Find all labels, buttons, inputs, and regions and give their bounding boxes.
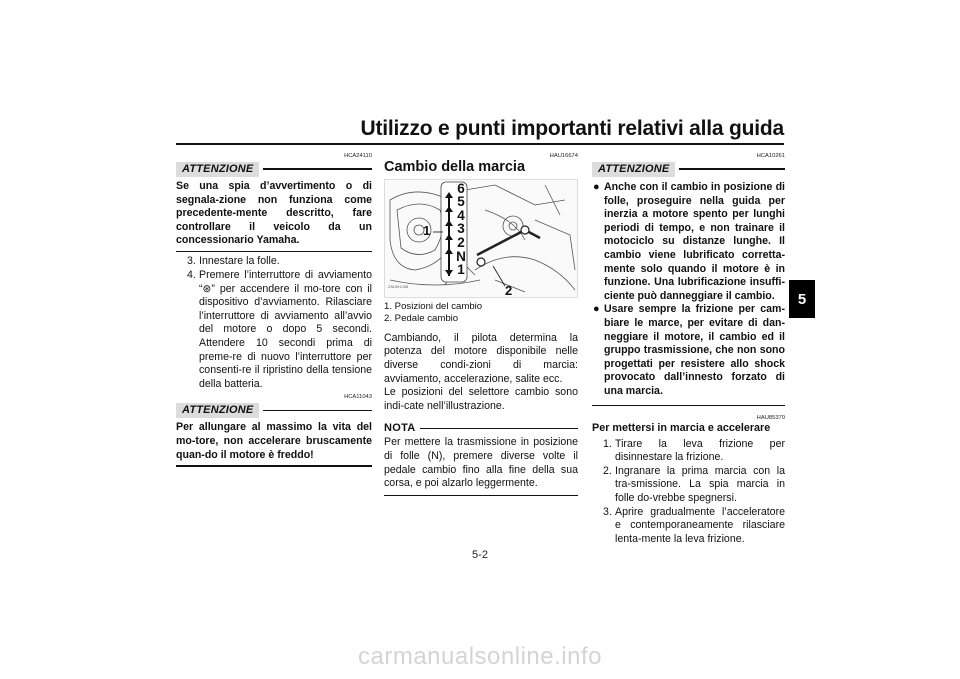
gear-shift-illustration: [384, 179, 578, 298]
attention-rule: [679, 168, 785, 170]
step-number: 4.: [187, 269, 196, 282]
gear-positions: [455, 182, 467, 277]
step-number: 3.: [187, 255, 196, 268]
gear-label: N: [456, 248, 466, 264]
callout-2: 2: [505, 282, 513, 298]
list-item: [187, 269, 372, 391]
reference-code: HCA10261: [756, 153, 785, 159]
list-item: [603, 438, 785, 465]
step-number: 1.: [603, 437, 612, 450]
attention-badge: ATTENZIONE: [176, 162, 259, 177]
step-list: [592, 438, 785, 547]
step-text: Ingranare la prima marcia con la tra-smissione. La spia marcia in folle do-vrebbe spegnersi.: [615, 464, 785, 504]
bullet-text: Usare sempre la frizione per cam-biare le marce, per evitare di dan-neggiare il motore, il cambio ed il gruppo trasmissione, che non sono progettati per resistere allo shock provocato dall’innesto forzato di una marcia.: [604, 303, 785, 397]
gear-label: 4: [457, 207, 465, 223]
header-rule: [176, 143, 784, 145]
gear-label: 5: [457, 194, 465, 210]
figure-captions: [384, 301, 578, 326]
reference-code: HAU85370: [756, 415, 785, 421]
attention-text: Per allungare al massimo la vita del mo-tore, non accelerare bruscamente quan-do il motore è freddo!: [176, 421, 372, 461]
note-text: Per mettere la trasmissione in posizione di folle (N), premere diverse volte il pedale cambio fino alla fine della sua corsa, e poi alzarlo leggermente.: [384, 436, 578, 490]
reference-code: HAU16674: [549, 153, 578, 159]
reference-code: HCA11043: [344, 394, 372, 401]
attention-heading: [176, 161, 372, 177]
chapter-tab: 5: [789, 280, 815, 318]
caption-item: 2. Pedale cambio: [384, 313, 459, 325]
list-item: [592, 303, 785, 398]
step-text: Innestare la folle.: [199, 255, 280, 268]
bullet-text: Anche con il cambio in posizione di folle, proseguire nella guida per inerzia a motore spento per lunghi periodi di tempo, e non trainare il motociclo su distanze lunghe. Il cambio viene lubrificato corretta-mente solo quando il motore è in funzione. Una lubrificazione insuffi-ciente può danneggiare il cambio.: [604, 181, 785, 302]
bullet-list: [592, 181, 785, 399]
step-text: Premere l’interruttore di avviamento “⊛” per accendere il mo-tore con il dispositivo d’avviamento. Rilasciare l’interruttore di avviamento all’avvio del motore o dopo 5 secondi. Attendere 10 secondi prima di preme-re di nuovo l’interruttore per consenti-re il ripristino della tensione della batteria.: [199, 269, 372, 390]
step-text: Tirare la leva frizione per disinnestare la frizione.: [615, 437, 785, 464]
subsection-title: Per mettersi in marcia e accelerare: [592, 422, 771, 434]
attention-rule: [263, 168, 372, 170]
footer-watermark: carmanualsonline.info: [358, 643, 602, 670]
step-text: Aprire gradualmente l’acceleratore e contemporaneamente rilasciare lenta-mente la leva frizione.: [615, 505, 785, 545]
attention-heading: [592, 161, 785, 177]
note-rule: [420, 428, 578, 429]
attention-rule: [263, 410, 372, 412]
attention-text: Se una spia d’avvertimento o di segnala-zione non funziona come precedente-mente descritto, fare controllare il veicolo da un concessionario Yamaha.: [176, 180, 372, 247]
attention-badge: ATTENZIONE: [592, 162, 675, 177]
note-label: NOTA: [384, 421, 416, 434]
step-list: [176, 255, 372, 391]
page-header-title: Utilizzo e punti importanti relativi alla guida: [360, 117, 784, 140]
column-right: [592, 152, 785, 546]
section-title: Cambio della marcia: [384, 159, 526, 175]
figure-code: ZAUM1288: [388, 284, 409, 289]
note-end-rule: [384, 495, 578, 496]
bullet-icon: ●: [593, 181, 600, 193]
caption-item: 1. Posizioni del cambio: [384, 300, 483, 312]
attention-end-rule: [592, 405, 785, 407]
gear-label: 1: [457, 262, 465, 278]
reference-code: HCA24110: [344, 153, 372, 159]
gear-label: 6: [457, 180, 465, 196]
attention-end-rule: [176, 465, 372, 467]
gear-label: 3: [457, 221, 465, 237]
page-number: 5-2: [472, 549, 488, 561]
column-left: [176, 152, 372, 470]
note-heading: [384, 421, 578, 435]
attention-end-rule: [176, 251, 372, 253]
column-middle: [384, 152, 578, 496]
callout-1: 1: [423, 222, 431, 238]
attention-heading: [176, 402, 372, 418]
list-item: [187, 255, 372, 269]
step-number: 3.: [603, 505, 612, 518]
gear-label: 2: [457, 234, 465, 250]
body-paragraph: Le posizioni del selettore cambio sono indi-cate nell’illustrazione.: [384, 386, 578, 412]
list-item: [603, 465, 785, 506]
attention-badge: ATTENZIONE: [176, 403, 259, 418]
bullet-icon: ●: [593, 303, 600, 316]
list-item: [603, 506, 785, 547]
step-number: 2.: [603, 464, 612, 477]
body-paragraph: Cambiando, il pilota determina la potenza del motore disponibile nelle diverse condi-zioni di marcia: avviamento, accelerazione, salite ecc.: [384, 331, 578, 385]
gear-shift-drawing: [385, 180, 578, 298]
list-item: [592, 181, 785, 303]
